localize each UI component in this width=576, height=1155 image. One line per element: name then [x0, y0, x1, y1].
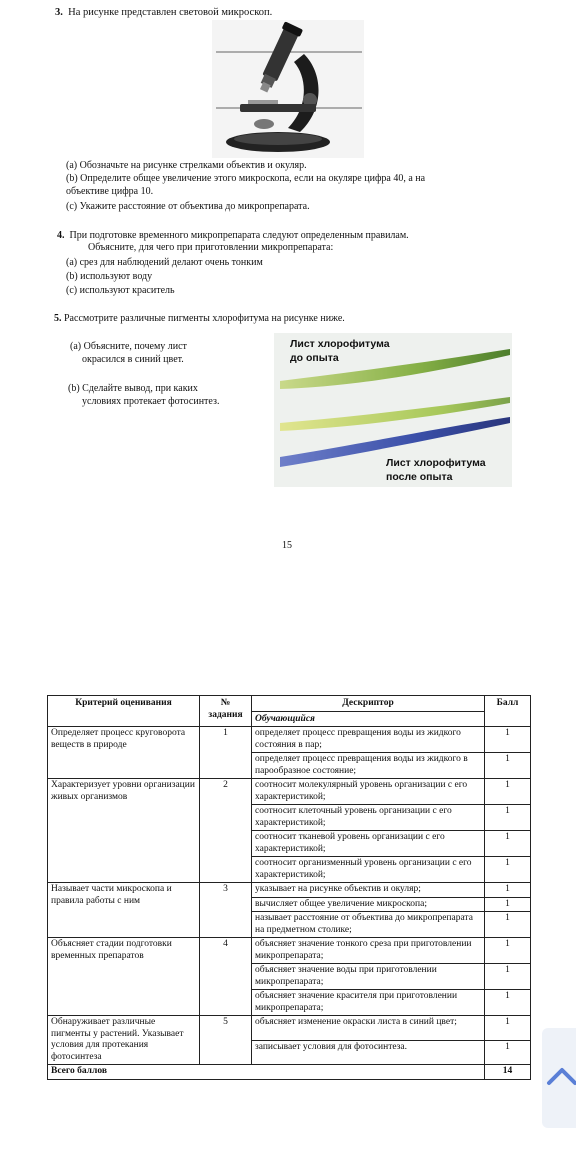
task-number-cell: 5	[200, 1016, 252, 1065]
q3-text: На рисунке представлен световой микроскоп.	[68, 7, 273, 18]
descriptor-cell: объясняет значение воды при приготовлении микропрепарата;	[252, 964, 485, 990]
criterion-cell: Определяет процесс круговорота веществ в природе	[48, 727, 200, 779]
leaf-before-caption-2: до опыта	[290, 352, 339, 364]
header-task-number	[200, 696, 252, 727]
criterion-cell: Характеризует уровни организации живых организмов	[48, 779, 200, 883]
chlorophytum-leaf-figure	[274, 333, 512, 487]
score-cell: 1	[485, 857, 531, 883]
score-cell: 1	[485, 964, 531, 990]
chevron-up-icon	[542, 1028, 576, 1128]
descriptor-cell: называет расстояние от объектива до микропрепарата на предметном столике;	[252, 912, 485, 938]
descriptor-cell: определяет процесс превращения воды из жидкого состояния в пар;	[252, 727, 485, 753]
assessment-rubric-table	[47, 695, 531, 1080]
score-cell: 1	[485, 883, 531, 898]
q4-item-b: (b) используют воду	[66, 271, 153, 282]
q5-number: 5.	[54, 313, 62, 324]
total-row	[48, 1065, 531, 1080]
header-descriptor: Дескриптор	[252, 696, 485, 712]
descriptor-cell: соотносит клеточный уровень организации с его характеристикой;	[252, 805, 485, 831]
q5-a-line2: окрасился в синий цвет.	[82, 354, 184, 365]
descriptor-cell: вычисляет общее увеличение микроскопа;	[252, 897, 485, 912]
task-number-cell: 2	[200, 779, 252, 883]
q4-item-a: (a) срез для наблюдений делают очень тонким	[66, 257, 263, 268]
scroll-up-button[interactable]	[542, 1028, 576, 1128]
microscope-illustration	[212, 20, 364, 158]
header-student: Обучающийся	[252, 711, 485, 727]
q3-item-b-cont: объективе цифра 10.	[66, 186, 154, 197]
q4-number: 4.	[57, 230, 65, 241]
score-cell: 1	[485, 727, 531, 753]
task-number-cell: 4	[200, 938, 252, 1016]
q5-text: Рассмотрите различные пигменты хлорофитума на рисунке ниже.	[64, 313, 345, 324]
descriptor-cell: объясняет изменение окраски листа в синий цвет;	[252, 1016, 485, 1041]
q3-item-b: (b) Определите общее увеличение этого микроскопа, если на окуляре цифра 40, а на	[66, 173, 426, 184]
descriptor-cell: объясняет значение красителя при приготовлении микропрепарата;	[252, 990, 485, 1016]
question-5	[54, 312, 345, 325]
table-row	[48, 938, 531, 964]
score-cell: 1	[485, 805, 531, 831]
score-cell: 1	[485, 831, 531, 857]
q5-a-line1: (a) Объясните, почему лист	[70, 341, 187, 352]
table-row	[48, 883, 531, 898]
total-label: Всего баллов	[48, 1065, 485, 1080]
q4-text: При подготовке временного микропрепарата следуют определенным правилам.	[69, 230, 409, 241]
q3-item-c: (c) Укажите расстояние от объектива до микропрепарата.	[66, 201, 310, 212]
descriptor-cell: определяет процесс превращения воды из жидкого в парообразное состояние;	[252, 753, 485, 779]
q3-number: 3.	[55, 7, 63, 18]
score-cell: 1	[485, 990, 531, 1016]
descriptor-cell: соотносит молекулярный уровень организации с его характеристикой;	[252, 779, 485, 805]
descriptor-cell: соотносит тканевой уровень организации с его характеристикой;	[252, 831, 485, 857]
header-num-symbol: №	[220, 698, 231, 708]
table-row	[48, 727, 531, 753]
criterion-cell: Объясняет стадии подготовки временных препаратов	[48, 938, 200, 1016]
score-cell: 1	[485, 779, 531, 805]
task-number-cell: 1	[200, 727, 252, 779]
q4-item-c: (c) используют краситель	[66, 285, 175, 296]
criterion-cell: Называет части микроскопа и правила работы с ним	[48, 883, 200, 938]
score-cell: 1	[485, 912, 531, 938]
table-row	[48, 779, 531, 805]
q4-line2: Объясните, для чего при приготовлении микропрепарата:	[88, 242, 334, 253]
header-criterion: Критерий оценивания	[48, 696, 200, 727]
leaf-after-caption-1: Лист хлорофитума	[386, 457, 486, 469]
score-cell: 1	[485, 938, 531, 964]
q3-item-a: (a) Обозначьте на рисунке стрелками объектив и окуляр.	[66, 160, 307, 171]
descriptor-cell: объясняет значение тонкого среза при приготовлении микропрепарата;	[252, 938, 485, 964]
descriptor-cell: соотносит организменный уровень организации с его характеристикой;	[252, 857, 485, 883]
total-value: 14	[485, 1065, 531, 1080]
question-3	[55, 6, 272, 19]
q5-b-line1: (b) Сделайте вывод, при каких	[68, 383, 198, 394]
task-number-cell: 3	[200, 883, 252, 938]
descriptor-cell: указывает на рисунке объектив и окуляр;	[252, 883, 485, 898]
score-cell: 1	[485, 1040, 531, 1065]
table-row	[48, 1016, 531, 1041]
score-cell: 1	[485, 897, 531, 912]
criterion-cell: Обнаруживает различные пигменты у растений. Указывает условия для протекания фотосинтеза	[48, 1016, 200, 1065]
page-number: 15	[282, 540, 292, 551]
score-cell: 1	[485, 1016, 531, 1041]
q5-b-line2: условиях протекает фотосинтез.	[82, 396, 220, 407]
header-score: Балл	[485, 696, 531, 727]
leaf-after-caption-2: после опыта	[386, 471, 453, 483]
leaf-before-caption-1: Лист хлорофитума	[290, 338, 390, 350]
table-header-row	[48, 696, 531, 712]
header-num-word: задания	[208, 709, 243, 720]
question-4	[57, 229, 409, 242]
descriptor-cell: записывает условия для фотосинтеза.	[252, 1040, 485, 1065]
score-cell: 1	[485, 753, 531, 779]
